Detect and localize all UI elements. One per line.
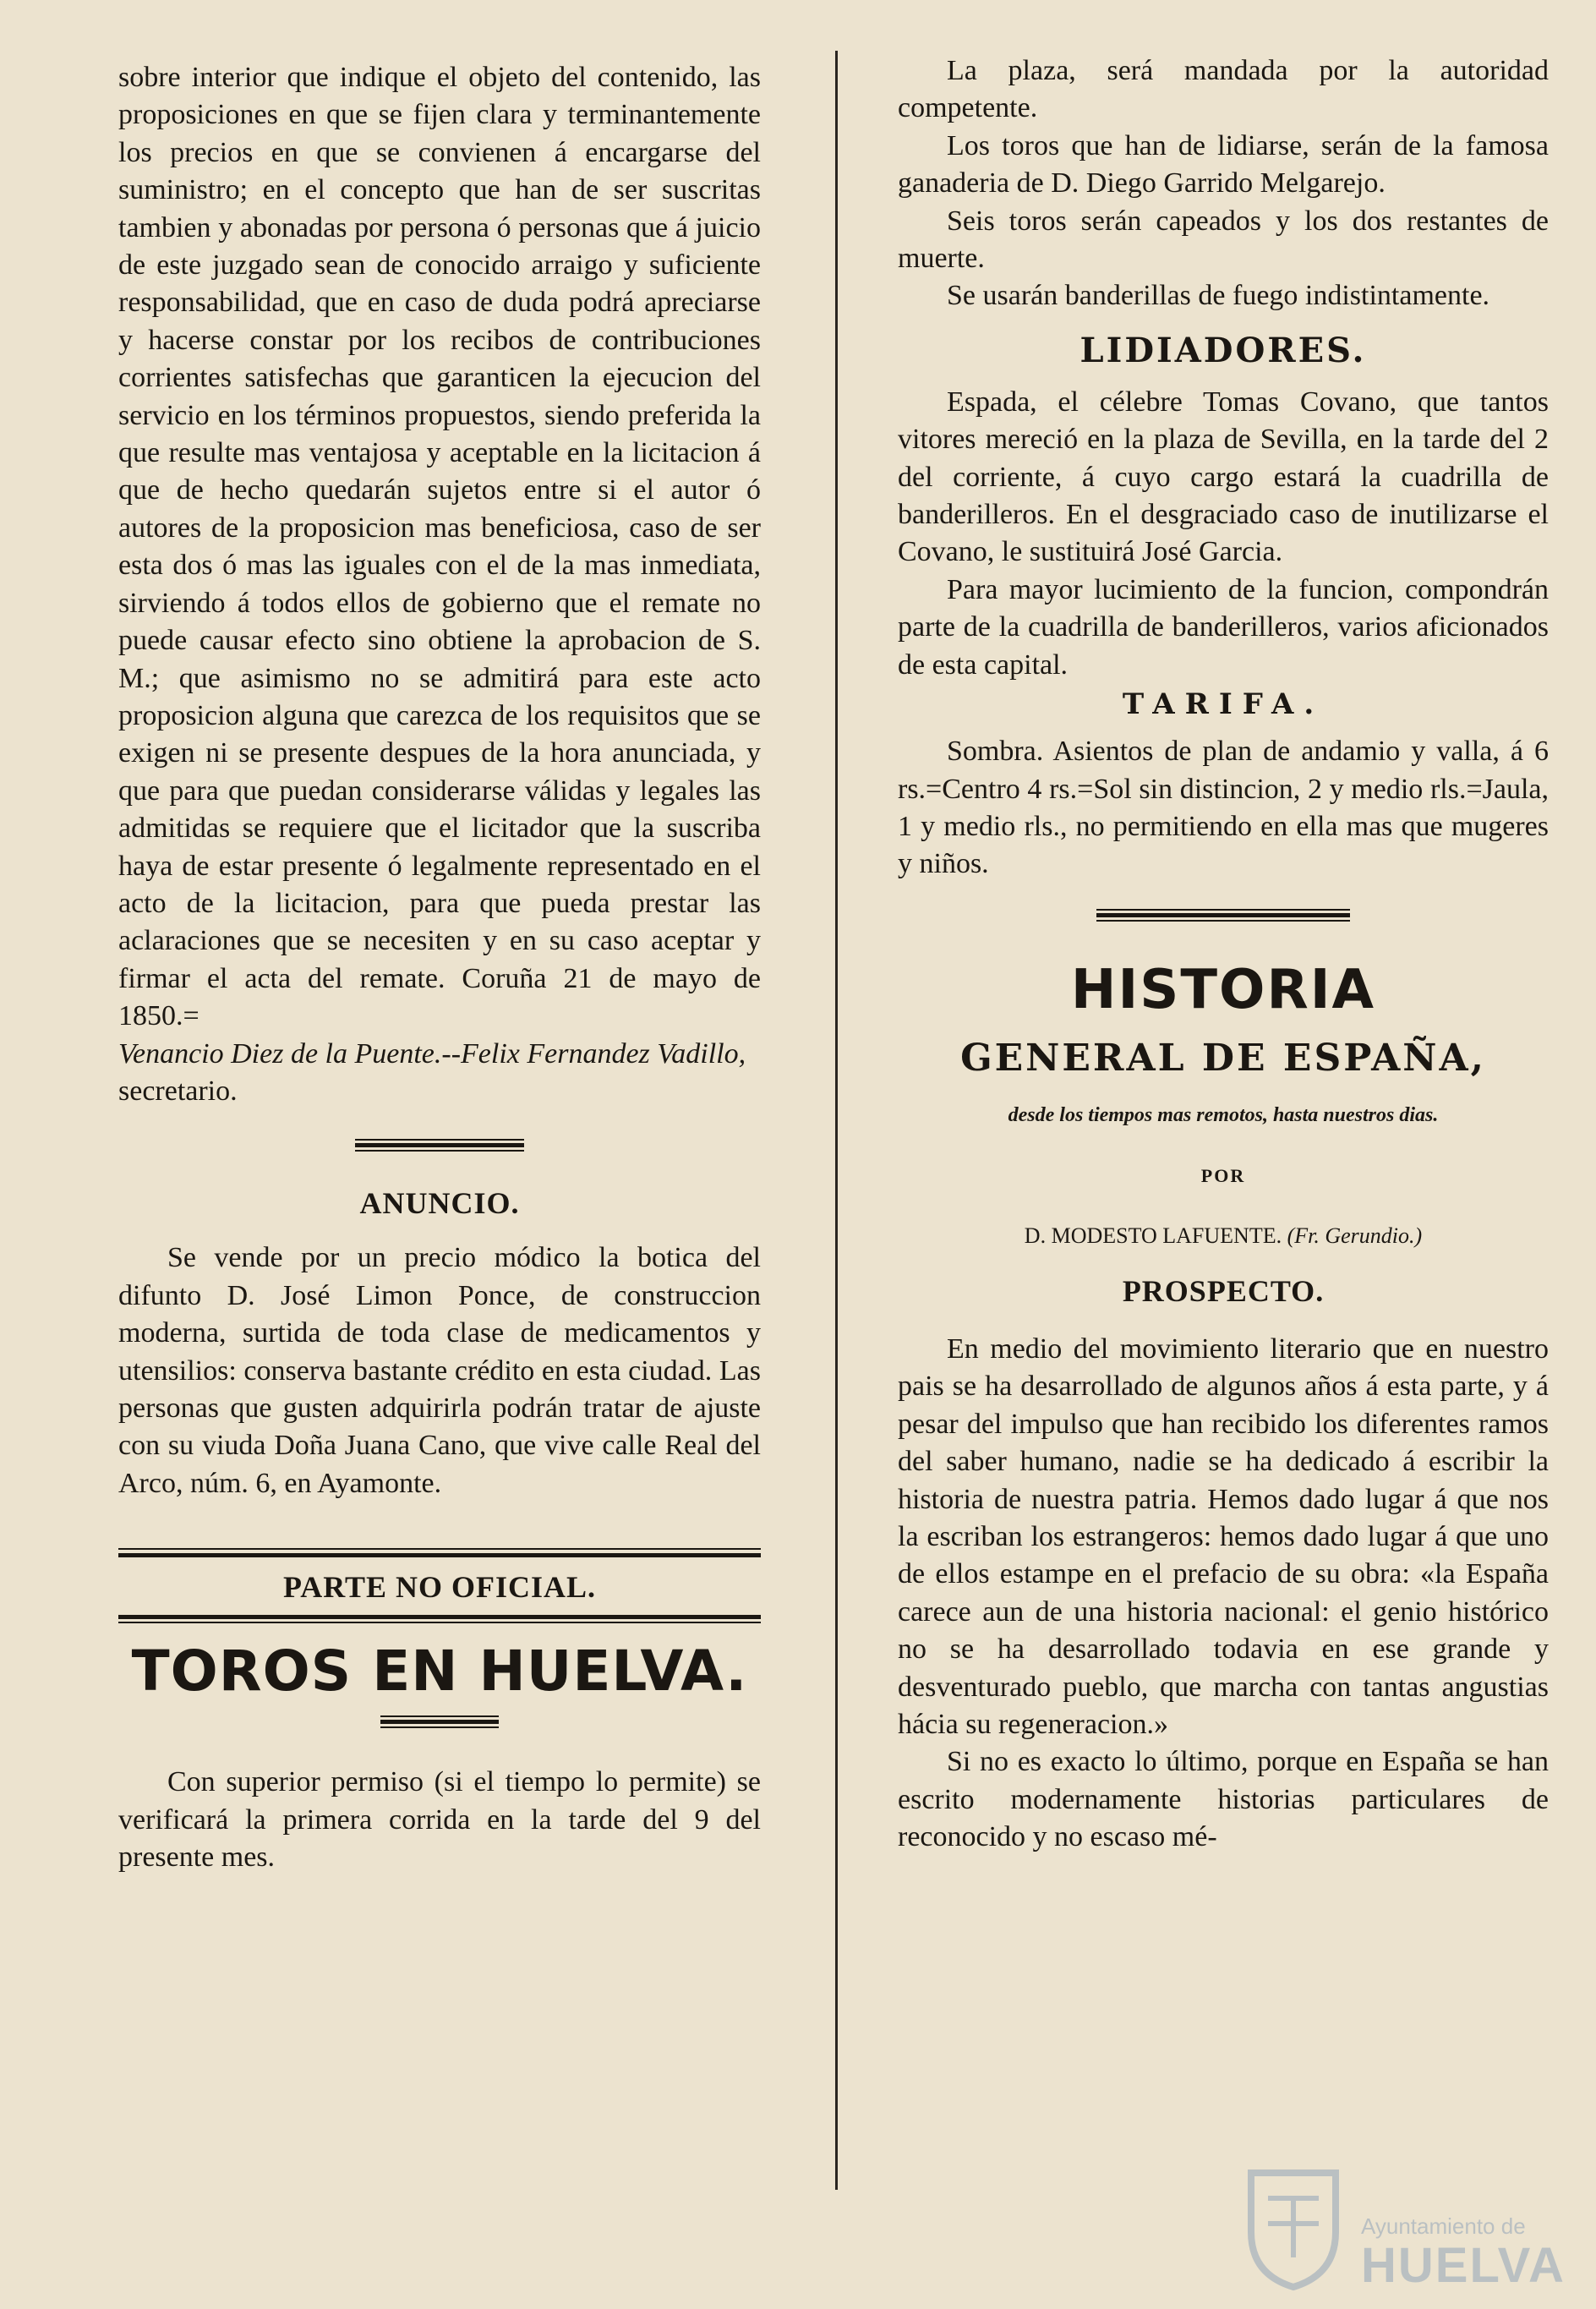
edict-signature <box>118 1036 761 1111</box>
separator-rule <box>355 1139 524 1152</box>
right-column <box>898 52 1549 1857</box>
banderillas-text: Se usarán banderillas de fuego indistintamente. <box>947 280 1490 312</box>
prospecto-paragraph-2: Si no es exacto lo último, porque en España se han escrito modernamente historias particulares de reconocido y no escaso mé- <box>898 1746 1549 1853</box>
anuncio-heading: ANUNCIO. <box>359 1186 520 1221</box>
section-rule-top <box>118 1548 761 1557</box>
tarifa-text: Sombra. Asientos de plan de andamio y valla, á 6 rs.=Centro 4 rs.=Sol sin distincion, 2 y medio rls.=Jaula, 1 y medio rls., no permitiendo en ella mas que mugeres y niños. <box>898 736 1549 880</box>
ayuntamiento-watermark <box>1243 2164 1566 2293</box>
watermark-small-text: Ayuntamiento de <box>1361 2213 1526 2239</box>
watermark-big-text: HUELVA <box>1361 2238 1566 2293</box>
por-label: POR <box>1200 1165 1246 1187</box>
toros-intro: Con superior permiso (si el tiempo lo permite) se verificará la primera corrida en la tarde del 9 del presente mes. <box>118 1766 761 1874</box>
anuncio-text: Se vende por un precio módico la botica del difunto D. José Limon Ponce, de construccion moderna, surtida de toda clase de medicamentos y utensilios: conserva bastante crédito en esta ciudad. Las personas que gusten adquirirla podrán tratar de ajuste con su viuda Doña Juana Cano, que vive calle Real del Arco, núm. 6, en Ayamonte. <box>118 1242 761 1499</box>
parte-no-oficial-heading: PARTE NO OFICIAL. <box>282 1570 597 1605</box>
author-alias: (Fr. Gerundio.) <box>1287 1223 1423 1248</box>
signature-names: Venancio Diez de la Puente.--Felix Fernandez Vadillo, <box>118 1037 746 1070</box>
ganaderia-text: Los toros que han de lidiarse, serán de la famosa ganaderia de D. Diego Garrido Melgarejo. <box>898 129 1549 200</box>
left-column <box>118 59 761 1876</box>
title-rule <box>380 1715 499 1728</box>
signature-role: secretario. <box>118 1075 238 1107</box>
plaza-text: La plaza, será mandada por la autoridad competente. <box>898 55 1549 124</box>
author-line <box>898 1217 1549 1255</box>
prospecto-paragraph-1: En medio del movimiento literario que en nuestro pais se ha desarrollado de algunos años á esta parte, y á pesar del impulso que han recibido los diferentes ramos del saber humano, nadie se ha dedicado á escribir la historia de nuestra patria. Hemos dado lugar á que nos la escriban los estrangeros: hemos dado lugar á que uno de ellos estampe en el prefacio de su obra: «la España carece aun de una historia nacional: el genio histórico no se ha desarrollado todavia en ese grande y desventurado pueblo, que marcha con tantas angustias hácia su regeneracion.» <box>898 1332 1549 1740</box>
coat-of-arms-icon <box>1243 2164 1344 2291</box>
author-name: D. MODESTO LAFUENTE. <box>1024 1223 1282 1248</box>
espada-text: Espada, el célebre Tomas Covano, que tantos vitores mereció en la plaza de Sevilla, en la tarde del 2 del corriente, á cuyo cargo estará la cuadrilla de banderilleros. En el desgraciado caso de inutilizarse el Covano, le sustituirá José Garcia. <box>898 386 1549 568</box>
prospecto-heading: PROSPECTO. <box>1122 1273 1325 1308</box>
toros-title: TOROS EN HUELVA. <box>131 1639 748 1704</box>
historia-subtitle: GENERAL DE ESPAÑA, <box>960 1036 1486 1080</box>
column-divider <box>835 51 838 2190</box>
tarifa-heading: TARIFA. <box>1122 687 1325 722</box>
separator-rule-right <box>1096 909 1350 922</box>
capeados-text: Seis toros serán capeados y los dos restantes de muerte. <box>898 205 1549 275</box>
historia-tagline: desde los tiempos mas remotos, hasta nuestros dias. <box>1008 1103 1439 1126</box>
section-rule-bottom <box>118 1615 761 1623</box>
lucimiento-text: Para mayor lucimiento de la funcion, compondrán parte de la cuadrilla de banderilleros, varios aficionados de esta capital. <box>898 573 1549 681</box>
lidiadores-heading: LIDIADORES. <box>1079 330 1367 370</box>
historia-title: HISTORIA <box>1070 958 1376 1021</box>
edict-paragraph: sobre interior que indique el objeto del contenido, las proposiciones en que se fijen clara y terminantemente los precios en que se convienen á encargarse del suministro; en el concepto que han de ser suscritas tambien y abonadas por persona ó personas que á juicio de este juzgado sean de conocido arraigo y suficiente responsabilidad, que en caso de duda podrá apreciarse y hacerse constar por los recibos de contribuciones corrientes satisfechas que garanticen la ejecucion del servicio en los términos propuestos, siendo preferida la que resulte mas ventajosa y aceptable en la licitacion á que de hecho quedarán sujetos entre si el autor ó autores de la proposicion mas beneficiosa, caso de ser esta dos ó mas las iguales con el de la mas inmediata, sirviendo á todos ellos de gobierno que el remate no puede causar efecto sino obtiene la aprobacion de S. M.; que asimismo no se admitirá para este acto proposicion alguna que carezca de los requisitos que se exigen ni se presente despues de la hora anunciada, y que para que puedan considerarse válidas y legales las admitidas se requiere que el licitador que la suscriba haya de estar presente ó legalmente representado en el acto de la licitacion, para que pueda prestar las aclaraciones que se necesiten y en su caso aceptar y firmar el acta del remate. Coruña 21 de mayo de 1850.= <box>118 62 761 1032</box>
